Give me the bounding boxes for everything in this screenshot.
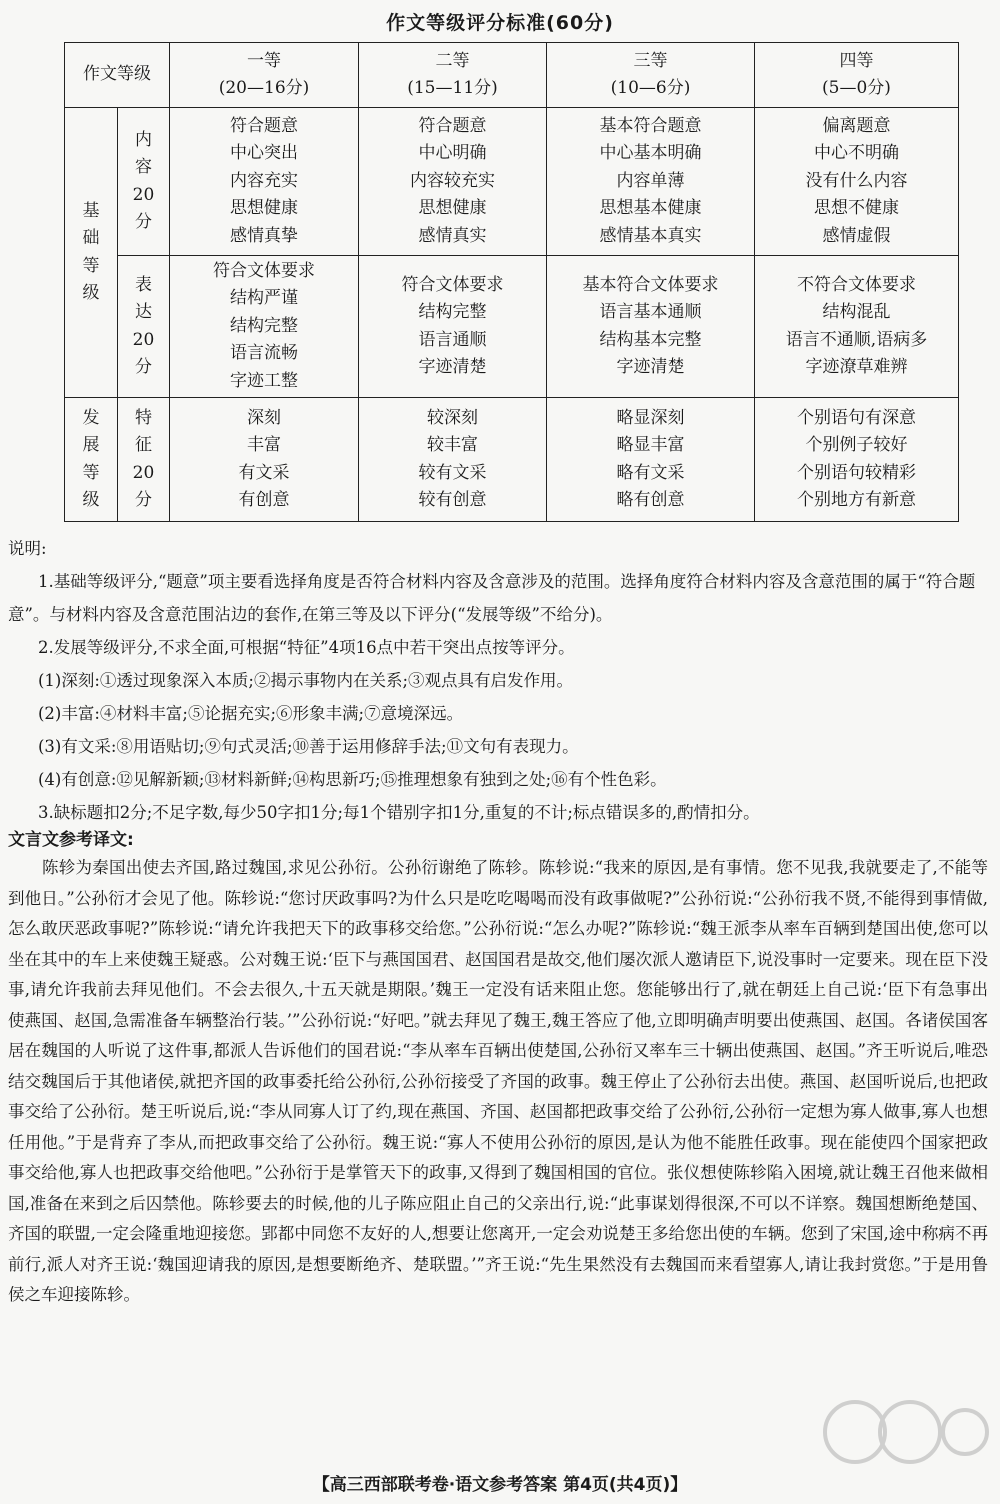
note-item: 3.缺标题扣2分;不足字数,每少50字扣1分;每1个错别字扣1分,重复的不计;标点错误多的,酌情扣分。 bbox=[38, 803, 760, 822]
feature-cell-4: 个别语句有深意 个别例子较好 个别语句较精彩 个别地方有新意 bbox=[755, 398, 959, 522]
table-row-expression bbox=[65, 256, 959, 398]
table-header-row bbox=[65, 43, 959, 108]
page-footer: 【高三西部联考卷·语文参考答案 第4页(共4页)】 bbox=[312, 1475, 688, 1495]
notes-heading: 说明: bbox=[8, 539, 47, 558]
table-row-content bbox=[65, 108, 959, 256]
note-item: 2.发展等级评分,不求全面,可根据“特征”4项16点中若干突出点按等评分。 bbox=[38, 638, 575, 657]
expression-cell-4: 不符合文体要求 结构混乱 语言不通顺,语病多 字迹潦草难辨 bbox=[755, 256, 959, 398]
feature-cell-2: 较深刻 较丰富 较有文采 较有创意 bbox=[359, 398, 547, 522]
note-item: (1)深刻:①透过现象深入本质;②揭示事物内在关系;③观点具有启发作用。 bbox=[38, 671, 574, 690]
grade-header-4: 四等 (5—0分) bbox=[755, 43, 959, 108]
basic-level-label: 基 础 等 级 bbox=[65, 108, 118, 398]
note-item: (4)有创意:⑫见解新颖;⑬材料新鲜;⑭构思新巧;⑮推理想象有独到之处;⑯有个性色彩。 bbox=[38, 770, 667, 789]
note-item: 1.基础等级评分,“题意”项主要看选择角度是否符合材料内容及含意涉及的范围。选择角度符合材料内容及含意范围的属于“符合题意”。与材料内容及含意范围沾边的套作,在第三等及以下评分(“发展等级”不给分)。 bbox=[8, 572, 976, 624]
feature-cell-3: 略显深刻 略显丰富 略有文采 略有创意 bbox=[547, 398, 755, 522]
content-label: 内 容 20 分 bbox=[118, 108, 170, 256]
expression-label: 表 达 20 分 bbox=[118, 256, 170, 398]
feature-cell-1: 深刻 丰富 有文采 有创意 bbox=[170, 398, 359, 522]
expression-cell-2: 符合文体要求 结构完整 语言通顺 字迹清楚 bbox=[359, 256, 547, 398]
table-row-features bbox=[65, 398, 959, 522]
grade-header-3: 三等 (10—6分) bbox=[547, 43, 755, 108]
grade-header-2: 二等 (15—11分) bbox=[359, 43, 547, 108]
translation-text: 陈轸为秦国出使去齐国,路过魏国,求见公孙衍。公孙衍谢绝了陈轸。陈轸说:“我来的原因,是有事情。您不见我,我就要走了,不能等到他日。”公孙衍才会见了他。陈轸说:“您讨厌政事吗?为什么只是吃吃喝喝而没有政事做呢?”公孙衍说:“公孙衍我不贤,不能得到事情做,怎么敢厌恶政事呢?”陈轸说:“请允许我把天下的政事移交给您。”公孙衍说:“怎么办呢?”陈轸说:“魏王派李从率车百辆到楚国出使,您可以坐在其中的车上来使魏王疑惑。公对魏王说:‘臣下与燕国国君、赵国国君是故交,他们屡次派人邀请臣下,说没事时一定要来。现在臣下没事,请允许我前去拜见他们。不会去很久,十五天就是期限。’魏王一定没有话来阻止您。您能够出行了,就在朝廷上自己说:‘臣下有急事出使燕国、赵国,急需准备车辆整治行装。’”公孙衍说:“好吧。”就去拜见了魏王,魏王答应了他,立即明确声明要出使燕国、赵国。各诸侯国客居在魏国的人听说了这件事,都派人告诉他们的国君说:“李从率车百辆出使楚国,公孙衍又率车三十辆出使燕国、赵国。”齐王听说后,唯恐结交魏国后于其他诸侯,就把齐国的政事委托给公孙衍,公孙衍接受了齐国的政事。魏王停止了公孙衍去出使。燕国、赵国听说后,也把政事交给了公孙衍。楚王听说后,说:“李从同寡人订了约,现在燕国、齐国、赵国都把政事交给了公孙衍,公孙衍一定想为寡人做事,寡人也想任用他。”于是背弃了李从,而把政事交给了公孙衍。魏王说:“寡人不使用公孙衍的原因,是认为他不能胜任政事。现在能使四个国家把政事交给他,寡人也把政事交给他吧。”公孙衍于是掌管天下的政事,又得到了魏国相国的官位。张仪想使陈轸陷入困境,就让魏王召他来做相国,准备在来到之后囚禁他。陈轸要去的时候,他的儿子陈应阻止自己的父亲出行,说:“此事谋划得很深,不可以不详察。魏国想断绝楚国、齐国的联盟,一定会隆重地迎接您。郢都中同您不友好的人,想要让您离开,一定会劝说楚王多给您出使的车辆。您到了宋国,途中称病不再前行,派人对齐王说:‘魏国迎请我的原因,是想要断绝齐、楚联盟。’”齐王说:“先生果然没有去魏国而来看望寡人,请让我封赏您。”于是用鲁侯之车迎接陈轸。 bbox=[8, 858, 988, 1304]
scoring-notes bbox=[8, 532, 992, 829]
grading-table bbox=[64, 42, 959, 522]
content-cell-1: 符合题意 中心突出 内容充实 思想健康 感情真挚 bbox=[170, 108, 359, 256]
expression-cell-3: 基本符合文体要求 语言基本通顺 结构基本完整 字迹清楚 bbox=[547, 256, 755, 398]
note-item: (3)有文采:⑧用语贴切;⑨句式灵活;⑩善于运用修辞手法;⑪文句有表现力。 bbox=[38, 737, 579, 756]
grade-header-1: 一等 (20—16分) bbox=[170, 43, 359, 108]
corner-cell: 作文等级 bbox=[65, 43, 170, 108]
development-level-label: 发 展 等 级 bbox=[65, 398, 118, 522]
page-title: 作文等级评分标准(60分) bbox=[386, 12, 614, 34]
feature-label: 特 征 20 分 bbox=[118, 398, 170, 522]
content-cell-2: 符合题意 中心明确 内容较充实 思想健康 感情真实 bbox=[359, 108, 547, 256]
content-cell-4: 偏离题意 中心不明确 没有什么内容 思想不健康 感情虚假 bbox=[755, 108, 959, 256]
translation-heading: 文言文参考译文: bbox=[8, 830, 134, 850]
note-item: (2)丰富:④材料丰富;⑤论据充实;⑥形象丰满;⑦意境深远。 bbox=[38, 704, 464, 723]
expression-cell-1: 符合文体要求 结构严谨 结构完整 语言流畅 字迹工整 bbox=[170, 256, 359, 398]
content-cell-3: 基本符合题意 中心基本明确 内容单薄 思想基本健康 感情基本真实 bbox=[547, 108, 755, 256]
